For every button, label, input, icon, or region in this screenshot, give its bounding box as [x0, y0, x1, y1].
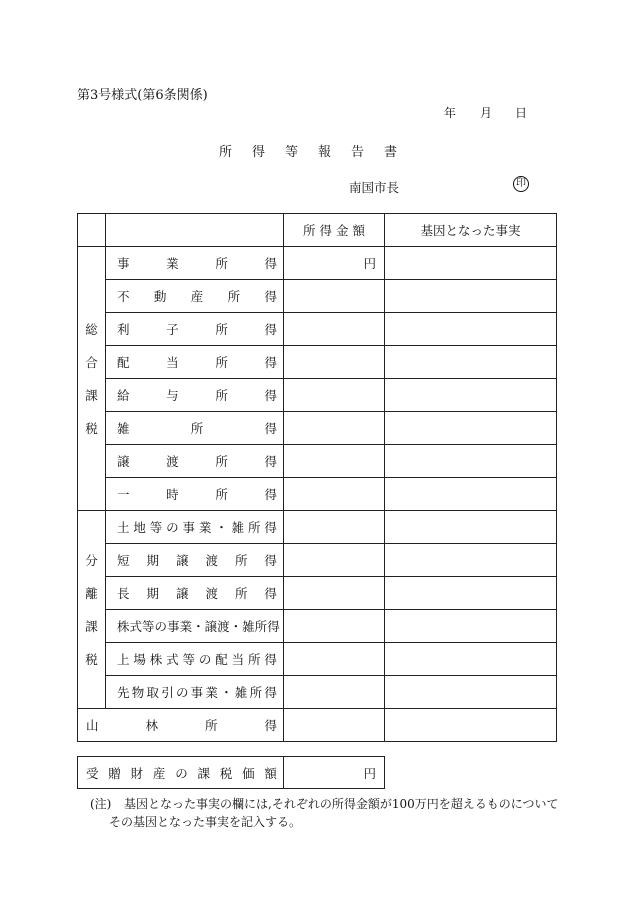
income-label-cell	[106, 544, 284, 577]
label-char: 所	[215, 355, 228, 370]
income-label	[117, 320, 277, 338]
label-char: 得	[264, 355, 277, 370]
label-char: 式	[129, 619, 143, 634]
fact-cell[interactable]	[385, 313, 557, 346]
label-char: 得	[264, 322, 277, 337]
income-label-cell	[106, 445, 284, 478]
table-row	[78, 313, 557, 346]
table-row	[78, 709, 557, 742]
income-table	[77, 213, 557, 742]
document-title: 所得等報告書	[219, 145, 418, 160]
label-char: の	[198, 652, 212, 667]
fact-cell[interactable]	[385, 709, 557, 742]
label-char: 雑	[242, 619, 255, 634]
income-label-cell	[106, 412, 284, 445]
fact-cell[interactable]	[385, 511, 557, 544]
label-char: 渡	[205, 586, 218, 601]
amount-cell[interactable]	[284, 676, 385, 709]
fact-cell[interactable]	[385, 346, 557, 379]
income-label-cell	[106, 676, 284, 709]
label-char: 株	[117, 619, 130, 634]
label-char: 所	[234, 553, 248, 568]
amount-cell[interactable]	[284, 445, 385, 478]
label-char: 株	[149, 652, 163, 667]
label-char: 得	[264, 421, 277, 436]
label-char: 所	[234, 586, 248, 601]
label-char: 事	[167, 619, 180, 634]
amount-cell[interactable]: 円	[284, 247, 385, 280]
label-char: の	[166, 520, 179, 535]
gift-table	[77, 756, 385, 789]
income-label-cell	[106, 610, 284, 643]
income-label-cell	[106, 643, 284, 676]
label-char: 所	[248, 520, 261, 535]
table-row	[78, 544, 557, 577]
label-char: 地	[133, 520, 146, 535]
label-char: 得	[267, 619, 280, 634]
label-char: 所	[190, 421, 204, 436]
label-char: 配	[215, 652, 228, 667]
fact-cell[interactable]	[385, 643, 557, 676]
fact-cell[interactable]	[385, 610, 557, 643]
income-label	[117, 419, 277, 437]
label-char: 業	[179, 619, 193, 634]
label-char: 動	[153, 289, 167, 304]
date-month-label: 月	[480, 106, 493, 120]
label-char: 当	[231, 652, 245, 667]
income-label-cell	[106, 511, 284, 544]
table-row	[78, 757, 385, 789]
label-char: 得	[264, 652, 277, 667]
label-char: 林	[145, 718, 158, 733]
income-label-cell	[106, 247, 284, 280]
label-char: 雑	[234, 685, 248, 700]
group-label-cell	[78, 247, 106, 511]
income-label-cell	[106, 280, 284, 313]
label-char: ・	[215, 520, 228, 535]
label-char: 業	[166, 256, 179, 271]
label-char: 受	[86, 765, 99, 781]
label-char: 先	[117, 685, 130, 700]
label-char: 得	[264, 586, 277, 601]
amount-cell[interactable]	[284, 412, 385, 445]
label-char: 渡	[166, 454, 179, 469]
label-char: 当	[166, 355, 179, 370]
income-label-cell	[106, 478, 284, 511]
label-char: 得	[264, 685, 277, 700]
income-label-cell	[106, 379, 284, 412]
label-char: 得	[264, 487, 277, 502]
amount-cell[interactable]	[284, 643, 385, 676]
income-label-cell	[106, 313, 284, 346]
label-char: 期	[146, 553, 159, 568]
amount-cell[interactable]	[284, 313, 385, 346]
label-char: 取	[146, 685, 159, 700]
label-char: 雑	[231, 520, 245, 535]
label-char: 事	[117, 256, 130, 271]
table-row	[78, 379, 557, 412]
label-char: 長	[117, 586, 130, 601]
label-char: 所	[227, 289, 241, 304]
label-char: 譲	[175, 586, 189, 601]
table-row	[78, 676, 557, 709]
fact-cell[interactable]	[385, 445, 557, 478]
label-char: 与	[166, 388, 179, 403]
fact-cell[interactable]	[385, 577, 557, 610]
table-row	[78, 280, 557, 313]
gift-amount-cell[interactable]: 円	[284, 757, 385, 789]
label-char: 課	[197, 765, 210, 781]
label-char: 所	[215, 256, 228, 271]
label-char: 得	[264, 388, 277, 403]
label-char: 所	[249, 685, 263, 700]
label-char: ・	[220, 685, 233, 700]
amount-cell[interactable]	[284, 544, 385, 577]
label-char: 産	[152, 765, 166, 781]
group-separate-label: 分離課税	[85, 552, 98, 667]
label-char: 所	[215, 454, 228, 469]
label-char: の	[175, 765, 188, 781]
label-char: 所	[215, 322, 228, 337]
label-char: 譲	[175, 553, 189, 568]
label-char: 財	[130, 765, 144, 781]
label-char: 額	[264, 765, 277, 781]
table-row	[78, 247, 557, 280]
income-label	[117, 584, 277, 602]
header-blank-cell	[106, 214, 284, 247]
table-header-row	[78, 214, 557, 247]
table-row	[78, 412, 557, 445]
label-char: 土	[117, 520, 130, 535]
label-char: 所	[248, 652, 261, 667]
label-char: 物	[131, 685, 145, 700]
label-char: 譲	[204, 619, 218, 634]
seal-mark-icon: 印	[513, 176, 529, 192]
table-row	[78, 445, 557, 478]
date-day-label: 日	[515, 106, 528, 120]
table-row	[78, 478, 557, 511]
label-char: 期	[146, 586, 159, 601]
label-char: 贈	[108, 765, 121, 781]
amount-cell[interactable]	[284, 346, 385, 379]
income-label	[117, 386, 277, 404]
label-char: 給	[117, 388, 130, 403]
note-label: (注)	[90, 797, 112, 811]
label-char: 得	[264, 718, 277, 733]
form-number: 第3号様式(第6条関係)	[77, 88, 208, 103]
table-row	[78, 643, 557, 676]
label-char: の	[175, 685, 189, 700]
table-row	[78, 577, 557, 610]
label-char: 価	[242, 765, 255, 781]
label-char: 子	[166, 322, 179, 337]
gift-label-cell	[78, 757, 284, 789]
label-char: 式	[166, 652, 179, 667]
amount-cell[interactable]	[284, 511, 385, 544]
label-char: 所	[215, 388, 228, 403]
label-char: 所	[254, 619, 268, 634]
label-char: 配	[117, 355, 130, 370]
fact-cell[interactable]	[385, 544, 557, 577]
label-char: ・	[192, 619, 205, 634]
label-char: 渡	[205, 553, 218, 568]
label-char: 場	[133, 652, 146, 667]
label-char: 渡	[217, 619, 230, 634]
table-row	[78, 511, 557, 544]
group-general-label: 総合課税	[85, 321, 98, 436]
label-char: 業	[198, 520, 212, 535]
label-char: 山	[86, 718, 99, 733]
income-label-cell	[106, 346, 284, 379]
amount-cell[interactable]	[284, 610, 385, 643]
header-fact: 基因となった事実	[385, 214, 557, 247]
label-char: 引	[161, 685, 174, 700]
label-char: ・	[229, 619, 243, 634]
date-year-label: 年	[444, 106, 457, 120]
label-char: 短	[117, 553, 130, 568]
label-char: 業	[205, 685, 218, 700]
note-line-2: その基因となった事実を記入する。	[109, 815, 302, 829]
amount-cell[interactable]	[284, 577, 385, 610]
amount-cell[interactable]	[284, 379, 385, 412]
forest-income-label	[86, 716, 277, 734]
group-label-cell	[78, 511, 106, 709]
fact-cell[interactable]	[385, 676, 557, 709]
addressee: 南国市長	[349, 180, 400, 195]
label-char: 譲	[117, 454, 130, 469]
fact-cell[interactable]	[385, 412, 557, 445]
note-line-1: 基因となった事実の欄には,それぞれの所得金額が100万円を超えるものについて	[124, 797, 559, 811]
label-char: 不	[117, 289, 130, 304]
label-char: 上	[117, 652, 130, 667]
label-char: 得	[264, 553, 277, 568]
amount-cell[interactable]	[284, 478, 385, 511]
income-label	[117, 551, 277, 569]
income-label	[117, 452, 277, 470]
label-char: 産	[190, 289, 204, 304]
label-char: 等	[142, 619, 155, 634]
label-char: 所	[204, 718, 218, 733]
label-char: 一	[117, 487, 130, 502]
income-label	[117, 683, 277, 701]
income-label	[117, 650, 277, 668]
label-char: 事	[182, 520, 196, 535]
label-char: 利	[117, 322, 130, 337]
fact-cell[interactable]	[385, 379, 557, 412]
income-label	[117, 485, 277, 503]
header-blank-cell	[78, 214, 106, 247]
label-char: 雑	[117, 421, 130, 436]
amount-cell[interactable]	[284, 280, 385, 313]
fact-cell[interactable]	[385, 478, 557, 511]
income-label	[117, 518, 277, 536]
income-label-cell	[106, 577, 284, 610]
label-char: 得	[264, 454, 277, 469]
income-label	[117, 353, 277, 371]
label-char: 税	[219, 765, 233, 781]
label-char: 等	[182, 652, 196, 667]
label-char: 得	[264, 289, 277, 304]
income-label	[117, 287, 277, 305]
income-label	[117, 617, 280, 635]
label-char: 得	[264, 256, 277, 271]
gift-label	[86, 764, 277, 782]
label-char: 事	[190, 685, 204, 700]
amount-cell[interactable]	[284, 709, 385, 742]
label-char: 等	[149, 520, 163, 535]
fact-cell[interactable]	[385, 247, 557, 280]
forest-label-cell	[78, 709, 284, 742]
fact-cell[interactable]	[385, 280, 557, 313]
header-amount: 所 得 金 額	[284, 214, 385, 247]
label-char: 得	[264, 520, 277, 535]
label-char: 所	[215, 487, 228, 502]
table-row	[78, 346, 557, 379]
label-char: 時	[166, 487, 179, 502]
table-row	[78, 610, 557, 643]
income-label	[117, 254, 277, 272]
label-char: の	[154, 619, 168, 634]
